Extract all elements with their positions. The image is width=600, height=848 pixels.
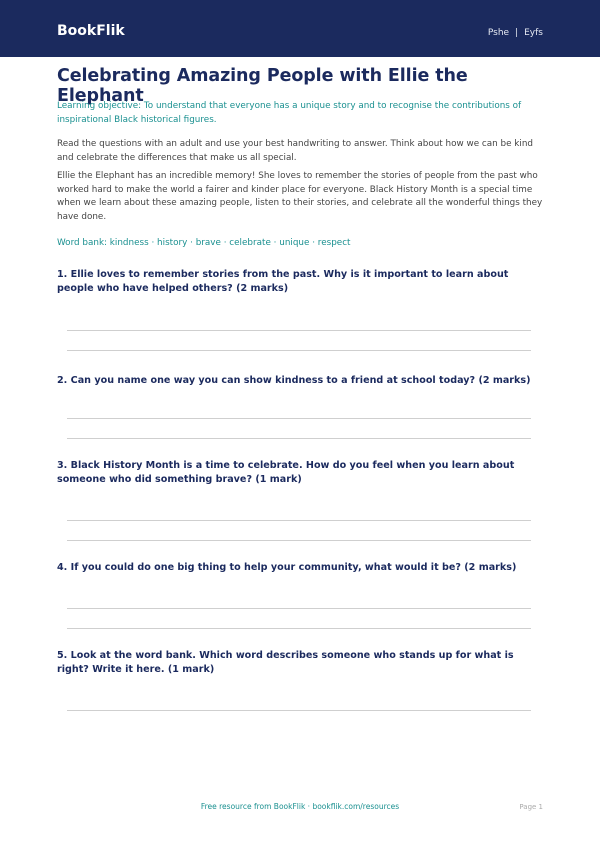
separator: | (515, 28, 519, 38)
answer-line[interactable] (67, 520, 531, 521)
answer-line[interactable] (67, 438, 531, 439)
intro-paragraph: Ellie the Elephant has an incredible memory! She loves to remember the stories of people from the past who worked hard to make the world a fairer and kinder place for everyone. Black History Month is a special time when we learn about these amazing people, listen to their stories, and celebrate all the wonderful things they have done. (57, 171, 543, 222)
footer-note: Free resource from BookFlik · bookflik.com/resources (200, 802, 400, 811)
answer-line[interactable] (67, 710, 531, 711)
page-title: Celebrating Amazing People with Ellie the Elephant (57, 66, 468, 106)
page-header (0, 0, 600, 57)
stage-label: Eyfs (524, 28, 543, 38)
answer-line[interactable] (67, 330, 531, 331)
question-1: 1. Ellie loves to remember stories from the past. Why is it important to learn about people who have helped others? (2 marks) (57, 269, 509, 294)
learning-objective: Learning objective: To understand that everyone has a unique story and to recognise the contributions of inspirational Black historical figures. (57, 101, 522, 125)
page-number: Page 1 (519, 803, 543, 811)
answer-line[interactable] (67, 540, 531, 541)
answer-line[interactable] (67, 418, 531, 419)
answer-line[interactable] (67, 628, 531, 629)
answer-line[interactable] (67, 608, 531, 609)
brand-logo: BookFlik (57, 23, 125, 39)
question-4: 4. If you could do one big thing to help your community, what would it be? (2 marks) (57, 562, 517, 573)
subject-tags (488, 28, 543, 38)
question-3: 3. Black History Month is a time to celebrate. How do you feel when you learn about someone who did something brave? (1 mark) (57, 460, 515, 485)
word-bank: Word bank: kindness · history · brave · celebrate · unique · respect (57, 238, 351, 248)
answer-line[interactable] (67, 350, 531, 351)
question-2: 2. Can you name one way you can show kindness to a friend at school today? (2 marks) (57, 375, 531, 386)
subject-label: Pshe (487, 28, 510, 38)
question-5: 5. Look at the word bank. Which word describes someone who stands up for what is right? Write it here. (1 mark) (57, 650, 514, 675)
instructions: Read the questions with an adult and use your best handwriting to answer. Think about how we can be kind and celebrate the differences that make us all special. (57, 139, 533, 163)
